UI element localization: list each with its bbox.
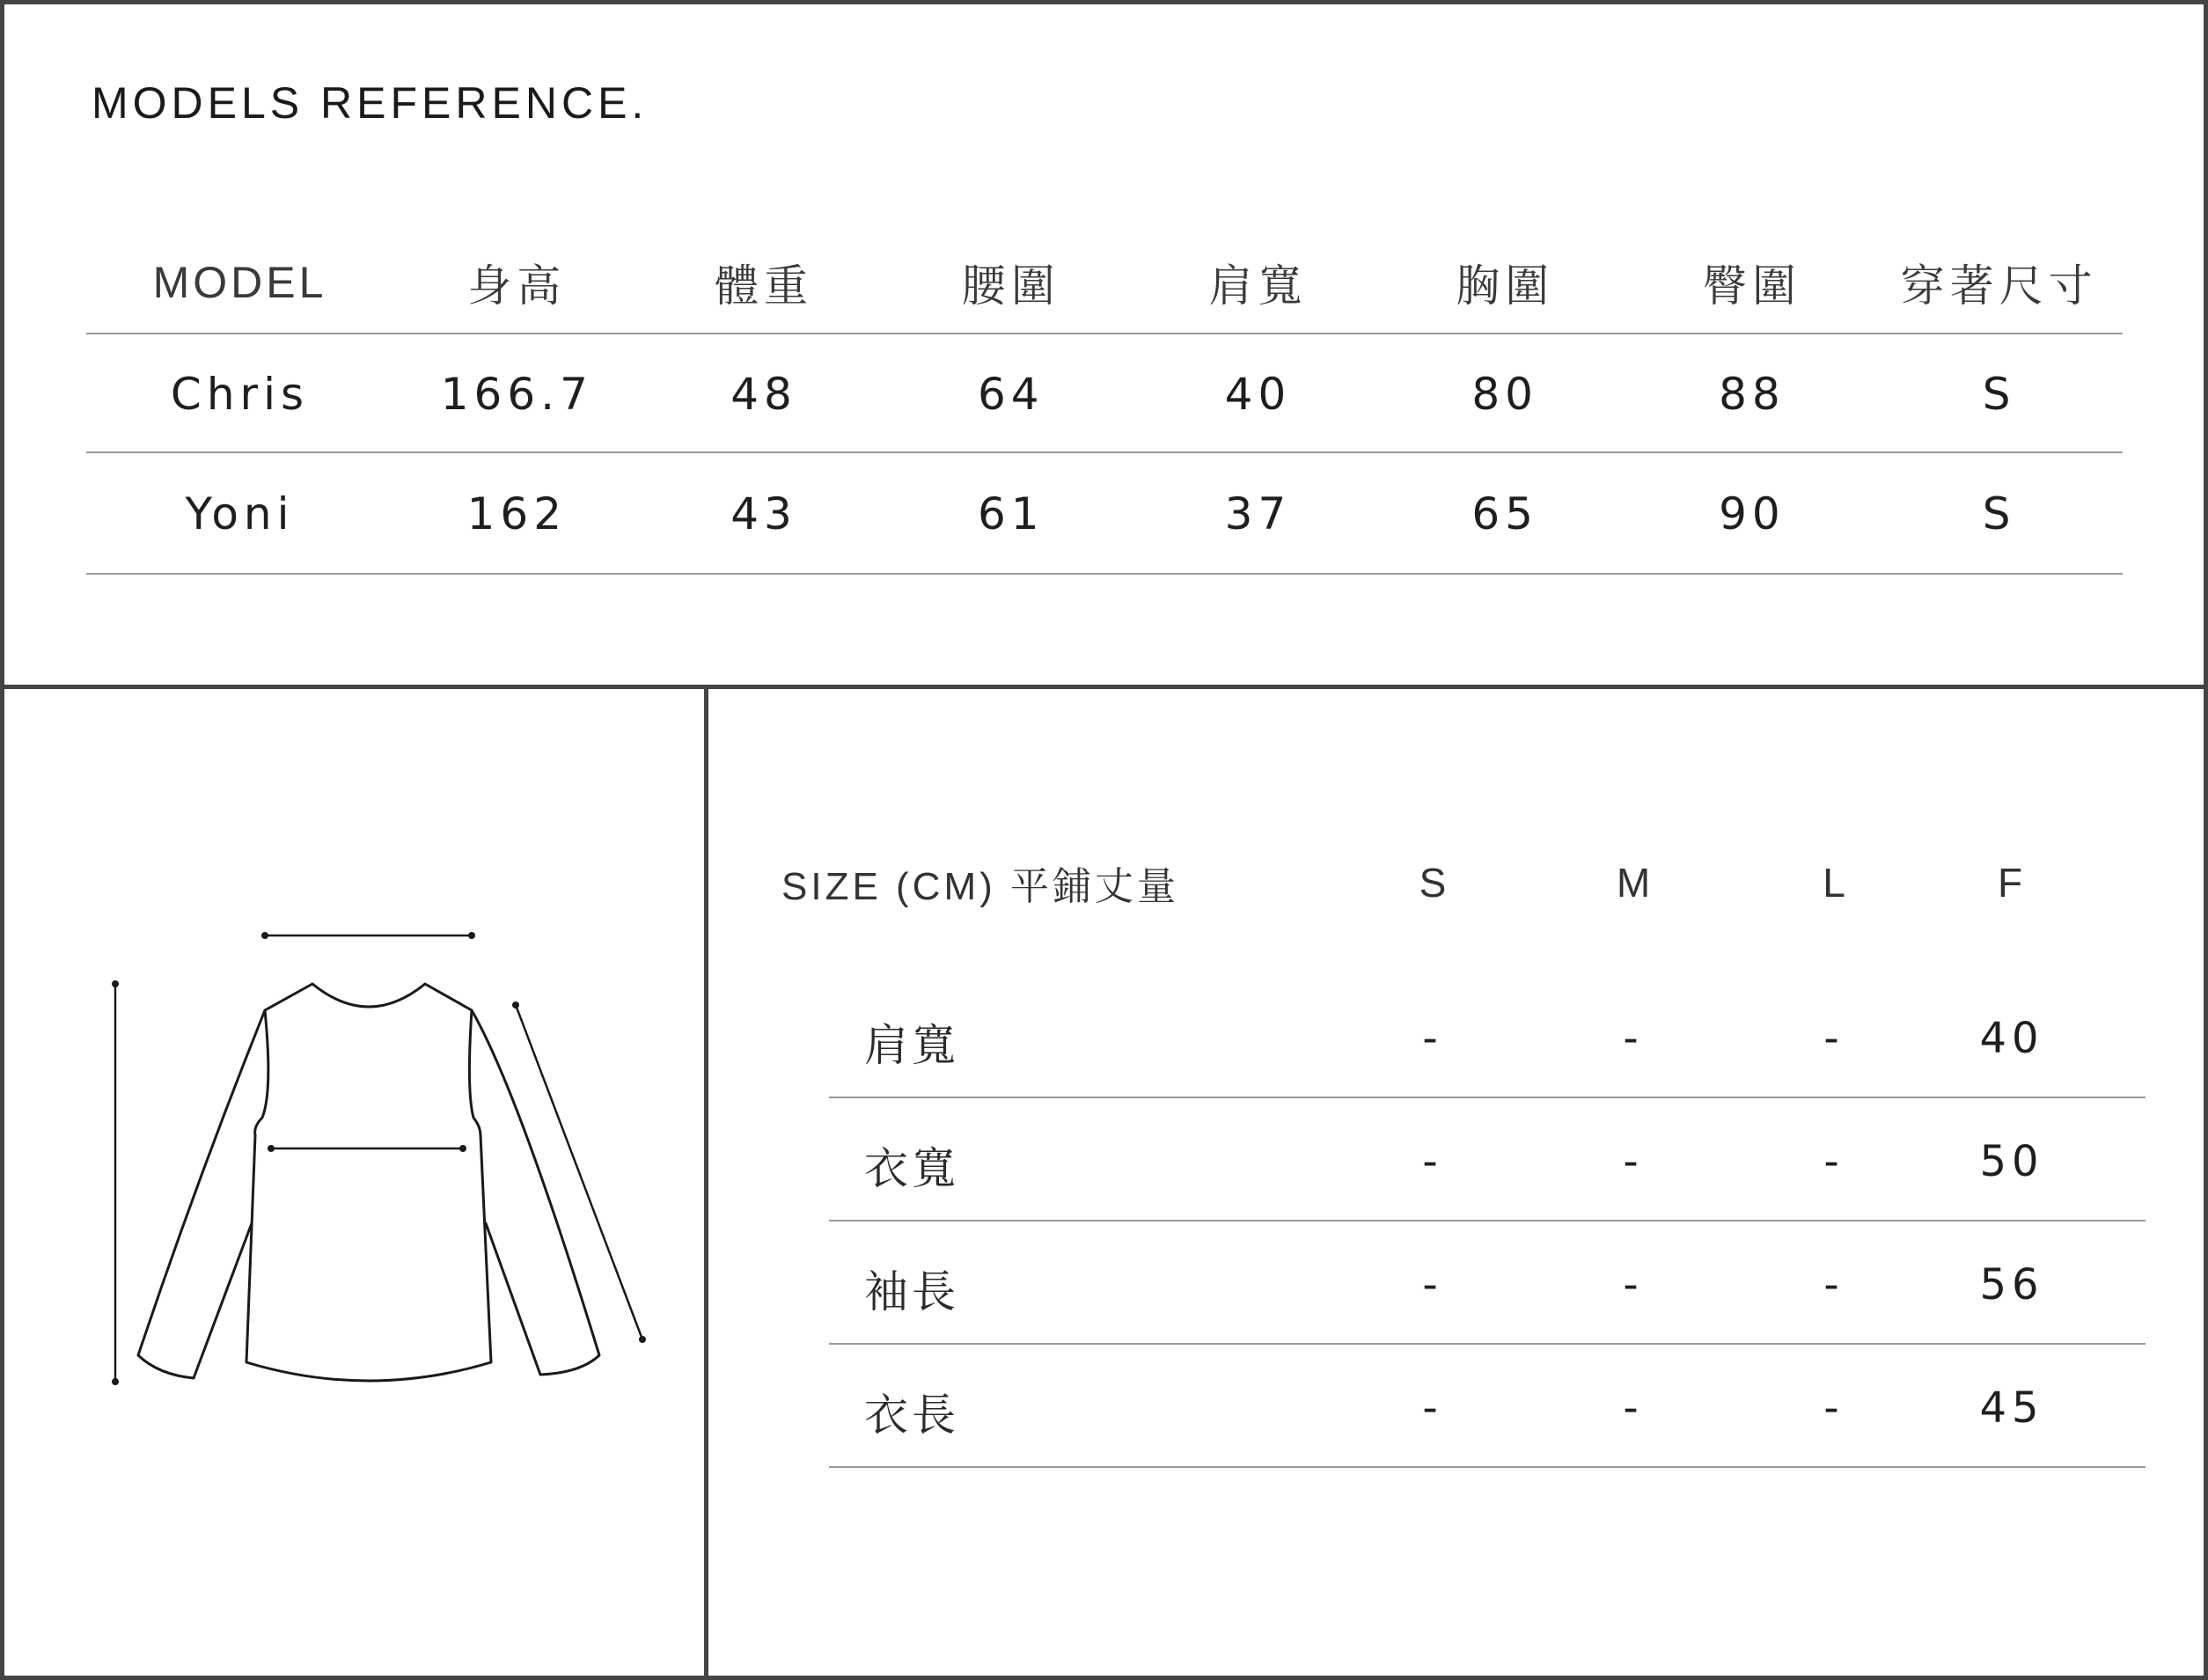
header-wearing-size: 穿著尺寸: [1900, 260, 2098, 312]
model-name: Yoni: [185, 488, 295, 539]
size-value: 40: [1979, 1014, 2044, 1063]
size-value: -: [1422, 1260, 1443, 1310]
size-value: -: [1422, 1014, 1443, 1063]
size-value: -: [1823, 1383, 1845, 1433]
table-row: [86, 453, 2123, 575]
size-value: 56: [1979, 1260, 2044, 1310]
models-table: [86, 231, 2123, 575]
header-chest: 胸圍: [1456, 260, 1555, 312]
size-row-label: 肩寬: [864, 1020, 959, 1071]
models-table-header: [86, 231, 2123, 334]
size-col-f: F: [1997, 860, 2023, 906]
size-row: [829, 1345, 2146, 1468]
model-name: Chris: [170, 368, 310, 420]
table-cell: 162: [466, 488, 568, 539]
size-row-label: 衣寬: [864, 1143, 959, 1194]
size-value: -: [1823, 1014, 1845, 1063]
size-row-label: 袖長: [864, 1266, 959, 1317]
size-value: -: [1623, 1260, 1644, 1310]
size-value: -: [1623, 1014, 1644, 1063]
size-value: -: [1623, 1137, 1644, 1186]
header-model: MODEL: [152, 258, 327, 307]
size-col-m: M: [1616, 860, 1651, 906]
header-shoulder: 肩寬: [1208, 260, 1308, 312]
size-value: -: [1422, 1137, 1443, 1186]
table-cell: 65: [1471, 488, 1538, 539]
table-cell: 43: [730, 488, 797, 539]
size-row: [829, 975, 2146, 1098]
table-cell: 166.7: [440, 368, 593, 420]
size-value: 50: [1979, 1137, 2044, 1186]
table-cell: 80: [1471, 368, 1538, 420]
section-divider-horizontal: [0, 685, 2208, 689]
size-value: -: [1823, 1260, 1845, 1310]
table-cell: 61: [977, 488, 1045, 539]
size-value: 45: [1979, 1383, 2044, 1433]
table-cell: 37: [1224, 488, 1292, 539]
size-value: -: [1422, 1383, 1443, 1433]
size-value: -: [1823, 1137, 1845, 1186]
size-row: [829, 1098, 2146, 1221]
page-title: MODELS REFERENCE.: [92, 78, 649, 128]
garment-measurement-diagram-icon: [106, 915, 669, 1390]
size-row-label: 衣長: [864, 1390, 959, 1441]
size-col-s: S: [1419, 860, 1447, 906]
table-cell: 90: [1719, 488, 1786, 539]
table-cell: 48: [730, 368, 797, 420]
table-cell: S: [1982, 368, 2016, 420]
size-col-l: L: [1823, 860, 1845, 906]
table-cell: S: [1982, 488, 2016, 539]
table-cell: 40: [1224, 368, 1292, 420]
size-row: [829, 1221, 2146, 1345]
header-height: 身高: [467, 260, 567, 312]
table-cell: 88: [1719, 368, 1786, 420]
table-cell: 64: [977, 368, 1045, 420]
table-row: [86, 334, 2123, 453]
table-rule: [829, 1466, 2146, 1468]
size-value: -: [1623, 1383, 1644, 1433]
header-weight: 體重: [715, 260, 814, 312]
size-table-label: SIZE (CM) 平鋪丈量: [781, 865, 1179, 908]
header-hip: 臀圍: [1702, 260, 1801, 312]
section-divider-vertical: [704, 686, 708, 1680]
header-waist: 腰圍: [961, 260, 1060, 312]
table-rule: [86, 573, 2123, 575]
